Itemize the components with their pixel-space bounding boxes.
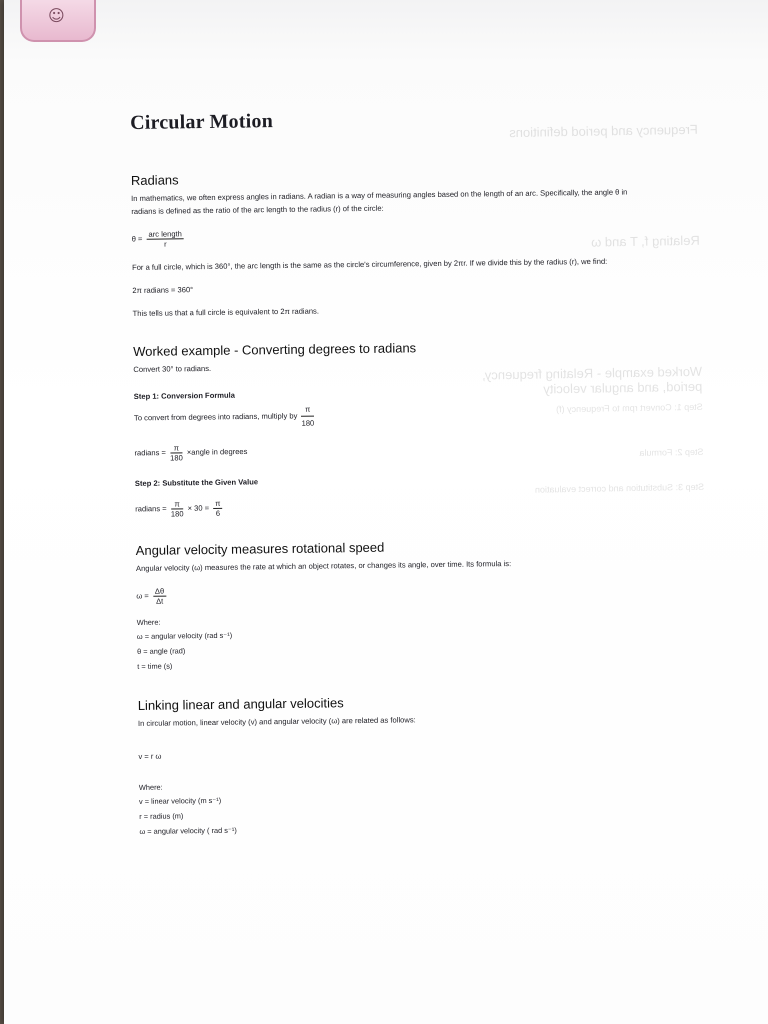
section-radians: [131, 166, 653, 320]
denominator: 180: [170, 509, 184, 519]
ghost-heading: Worked example - Relating frequency, period, and angular velocity: [482, 363, 703, 397]
numerator: π: [213, 499, 222, 509]
equation-full-circle: 2π radians = 360°: [132, 285, 194, 295]
section-worked-example: [133, 337, 655, 519]
list-item: θ = angle (rad): [137, 646, 186, 656]
equation-lhs: θ =: [131, 234, 143, 244]
ghost-heading: Frequency and period definitions: [509, 121, 698, 141]
section-heading: Worked example - Converting degrees to radians: [133, 340, 417, 359]
paragraph: For a full circle, which is 360°, the arc length is the same as the circle's circumference, given by 2πr. If we divide this by the radius (r), we find:: [131, 256, 608, 272]
variable-list: [137, 622, 658, 674]
section-heading: Angular velocity measures rotational speed: [135, 539, 385, 558]
document-content: [130, 105, 660, 863]
equation-substitution: [135, 493, 655, 519]
fraction: [170, 443, 183, 462]
where-label: Where:: [136, 617, 161, 627]
step-title: Step 2: Substitute the Given Value: [134, 477, 259, 488]
list-item: ω = angular velocity (rad s⁻¹): [136, 630, 233, 641]
equation-lhs: radians =: [134, 448, 166, 458]
page-title: Circular Motion: [130, 110, 274, 134]
paragraph: Convert 30° to radians.: [133, 363, 212, 374]
equation-lhs: radians =: [135, 504, 167, 514]
numerator: π: [171, 499, 184, 509]
numerator: Δθ: [153, 587, 166, 597]
list-item: t = time (s): [137, 661, 173, 671]
variable-list: [139, 787, 660, 839]
fraction: [213, 499, 222, 518]
denominator: Δt: [156, 596, 164, 606]
equation-radian-definition: [132, 223, 652, 249]
fraction: [301, 403, 314, 430]
equation-conversion: [134, 437, 654, 463]
binder-clip: [20, 0, 96, 42]
paper-sheet: [4, 0, 768, 1024]
equation-rhs: ×angle in degrees: [186, 446, 248, 457]
ghost-line: Step 3: Substitution and correct evaluation: [534, 481, 705, 495]
list-item: ω = angular velocity ( rad s⁻¹): [139, 825, 237, 836]
list-item: r = radius (m): [139, 811, 184, 821]
ghost-line: Step 1: Convert rpm to Frequency (f): [556, 401, 703, 415]
numerator: π: [170, 443, 183, 453]
step-title: Step 1: Conversion Formula: [133, 390, 236, 401]
ghost-line: Step 2: Formula: [639, 446, 704, 458]
ghost-heading: Relating f, T and ω: [590, 232, 700, 250]
equation-lhs: ω =: [136, 591, 149, 601]
denominator: 180: [170, 453, 183, 463]
paragraph: Angular velocity (ω) measures the rate at which an object rotates, or changes its angle, over time. Its formula is:: [135, 559, 512, 573]
section-heading: Linking linear and angular velocities: [137, 695, 344, 713]
denominator: 180: [301, 418, 315, 428]
paragraph: This tells us that a full circle is equivalent to 2π radians.: [132, 306, 319, 318]
equation-middle: × 30 =: [187, 503, 210, 513]
section-linking-velocities: [138, 691, 660, 839]
numerator: π: [301, 403, 314, 417]
step-text: To convert from degrees into radians, multiply by: [133, 411, 298, 423]
list-item: v = linear velocity (m s⁻¹): [138, 795, 222, 806]
equation-linear-velocity: v = r ω: [138, 751, 162, 761]
denominator: r: [163, 239, 167, 249]
section-angular-velocity: [136, 536, 658, 674]
fraction: [171, 499, 184, 518]
fraction: [146, 229, 184, 248]
paragraph: [134, 398, 654, 432]
denominator: 6: [215, 508, 221, 518]
paragraph: In circular motion, linear velocity (v) and angular velocity (ω) are related as follows:: [137, 715, 416, 728]
paragraph: In mathematics, we often express angles in radians. A radian is a way of measuring angles based on the length of an arc. Specifically, the angle θ in radians is defined as the ratio of the arc length to the radius (r) of the circle:: [131, 187, 628, 216]
numerator: arc length: [146, 229, 183, 239]
smiley-icon: ☺: [48, 6, 65, 25]
equation-angular-velocity: [136, 580, 656, 606]
section-heading: Radians: [130, 172, 179, 188]
fraction: [153, 587, 167, 606]
where-label: Where:: [138, 782, 163, 792]
